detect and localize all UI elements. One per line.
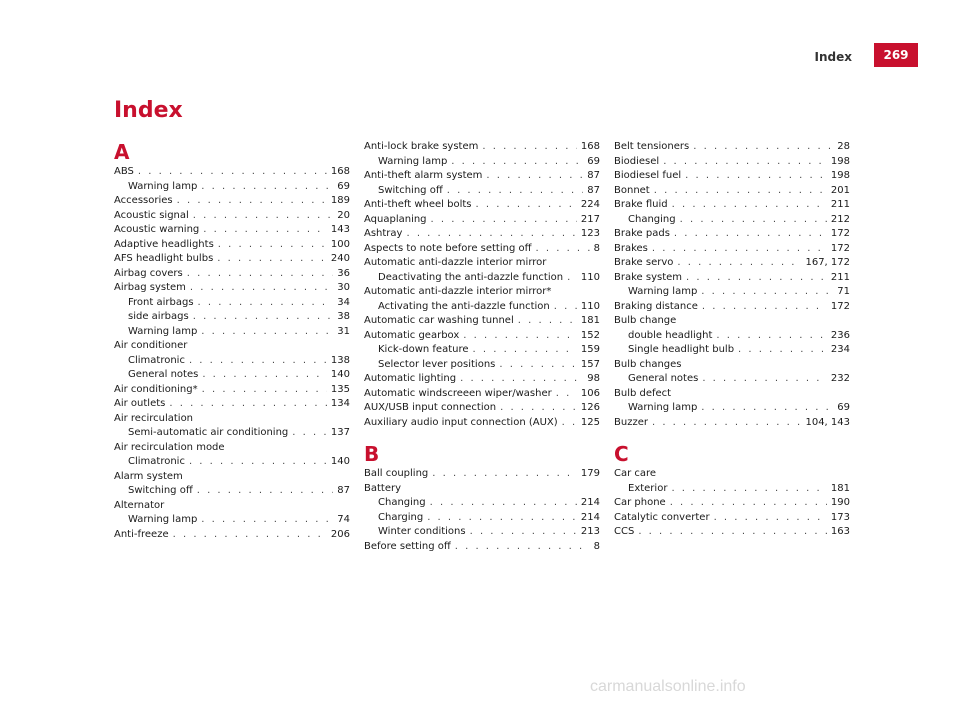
index-column-3 [614, 140, 850, 540]
running-header: Index [814, 50, 852, 64]
entry-label: General notes [128, 369, 199, 380]
index-column-2 [364, 140, 600, 554]
index-subentry [364, 271, 600, 286]
dot-leader [292, 426, 327, 441]
dot-leader [482, 140, 577, 155]
dot-leader [460, 372, 583, 387]
index-entry [114, 528, 350, 543]
dot-leader [499, 358, 577, 373]
index-heading: Air conditioner [114, 340, 188, 351]
entry-label: Front airbags [128, 296, 194, 308]
page-reference: 173 [830, 511, 850, 523]
dot-leader [430, 496, 577, 511]
index-list [364, 467, 600, 554]
dot-leader [473, 343, 577, 358]
dot-leader [202, 383, 327, 398]
dot-leader [671, 482, 826, 497]
dot-leader [562, 416, 577, 431]
index-subentry [364, 184, 600, 199]
page-reference: 38 [337, 311, 350, 322]
dot-leader [138, 165, 327, 180]
dot-leader [652, 242, 827, 257]
entry-label: Braking distance [614, 300, 698, 312]
dot-leader [201, 325, 333, 340]
index-heading: Bulb defect [614, 387, 672, 399]
page-reference: 71 [837, 286, 850, 297]
page-reference: 168 [330, 166, 350, 177]
page-reference: 104, 143 [805, 416, 850, 428]
dot-leader [738, 343, 827, 358]
entry-label: Before setting off [364, 540, 451, 552]
dot-leader [189, 455, 327, 470]
entry-label: Auxiliary audio input connection (AUX) [364, 416, 558, 428]
dot-leader [431, 213, 577, 228]
index-entry [364, 329, 600, 344]
entry-label: Adaptive headlights [114, 238, 214, 250]
page-reference: 167, 172 [805, 257, 850, 268]
entry-label: Single headlight bulb [628, 344, 735, 355]
dot-leader [447, 184, 584, 199]
index-entry [614, 525, 850, 540]
index-entry [364, 242, 600, 257]
page-reference: 214 [580, 497, 600, 508]
dot-leader [567, 271, 577, 286]
page-reference: 110 [580, 271, 600, 283]
dot-leader [201, 513, 333, 528]
dot-leader [701, 401, 833, 416]
dot-leader [189, 354, 327, 369]
index-entry [114, 383, 350, 398]
entry-label: Changing [378, 497, 426, 508]
page-reference: 213 [580, 526, 600, 537]
page-reference: 172 [830, 228, 850, 239]
dot-leader [680, 213, 827, 228]
dot-leader [201, 180, 333, 195]
index-entry [614, 300, 850, 315]
index-entry [614, 169, 850, 184]
entry-label: Airbag covers [114, 267, 183, 279]
dot-leader [455, 540, 590, 555]
dot-leader [674, 227, 827, 242]
index-entry [364, 213, 600, 228]
entry-label: side airbags [128, 311, 189, 322]
entry-label: Car phone [614, 497, 666, 508]
page-reference: 179 [580, 468, 600, 479]
dot-leader [486, 169, 583, 184]
page-reference: 211 [830, 199, 850, 210]
index-entry [614, 242, 850, 257]
entry-label: Brake pads [614, 228, 670, 239]
entry-label: Aspects to note before setting off [364, 242, 532, 254]
page-reference: 201 [830, 184, 850, 196]
entry-label: Ashtray [364, 228, 403, 239]
page-reference: 98 [587, 373, 600, 384]
index-entry [364, 467, 600, 482]
page-reference: 137 [330, 427, 350, 438]
entry-label: Warning lamp [128, 180, 198, 192]
index-entry [364, 416, 600, 431]
index-subentry [364, 155, 600, 170]
entry-label: AFS headlight bulbs [114, 253, 214, 264]
index-heading: Bulb changes [614, 358, 682, 370]
dot-leader [638, 525, 827, 540]
index-entry [364, 540, 600, 555]
entry-label: Kick-down feature [378, 344, 469, 355]
dot-leader [470, 525, 577, 540]
index-list [614, 467, 850, 540]
index-heading: Battery [364, 482, 402, 494]
index-heading: Alarm system [114, 470, 183, 482]
page-reference: 87 [337, 485, 350, 496]
index-entry [364, 198, 600, 213]
entry-label: Biodiesel fuel [614, 170, 682, 181]
entry-label: Ball coupling [364, 468, 429, 479]
entry-label: Brake fluid [614, 199, 668, 210]
dot-leader [554, 300, 577, 315]
index-heading: Automatic anti-dazzle interior mirror* [364, 286, 552, 297]
index-entry [364, 401, 600, 416]
entry-label: Air outlets [114, 398, 166, 409]
entry-label: Anti-theft alarm system [364, 170, 483, 181]
page-reference: 69 [337, 180, 350, 192]
index-heading: Bulb change [614, 315, 677, 326]
dot-leader [701, 285, 833, 300]
page-reference: 143 [330, 224, 350, 235]
index-entry [614, 271, 850, 286]
entry-label: Switching off [128, 485, 193, 496]
entry-label: Brake servo [614, 257, 674, 268]
dot-leader [451, 155, 583, 170]
page-reference: 217 [580, 213, 600, 225]
page-reference: 100 [330, 238, 350, 250]
index-entry [614, 184, 850, 199]
dot-leader [193, 209, 333, 224]
entry-label: Anti-theft wheel bolts [364, 199, 472, 210]
page-reference: 163 [830, 526, 850, 537]
entry-label: Warning lamp [628, 286, 698, 297]
page-reference: 28 [837, 141, 850, 152]
entry-label: Brakes [614, 242, 648, 254]
entry-label: Aquaplaning [364, 213, 427, 225]
page-reference: 211 [830, 271, 850, 283]
entry-label: Bonnet [614, 184, 650, 196]
entry-label: Exterior [628, 482, 668, 494]
dot-leader [670, 496, 827, 511]
index-entry [364, 227, 600, 242]
page-reference: 87 [587, 184, 600, 196]
page-reference: 206 [330, 528, 350, 540]
entry-label: Warning lamp [128, 514, 198, 525]
page-reference: 190 [830, 497, 850, 508]
index-subentry [364, 496, 600, 511]
page-reference: 69 [837, 402, 850, 413]
index-subentry [614, 401, 850, 416]
index-entry [114, 281, 350, 296]
page-reference: 159 [580, 344, 600, 355]
page-reference: 198 [830, 155, 850, 167]
index-heading: Air recirculation mode [114, 441, 225, 453]
index-entry [364, 387, 600, 402]
page-reference: 138 [330, 354, 350, 366]
page-reference: 20 [337, 209, 350, 221]
index-subentry [614, 343, 850, 358]
dot-leader [536, 242, 590, 257]
page-reference: 74 [337, 514, 350, 525]
page-reference: 172 [830, 300, 850, 312]
index-subentry [114, 296, 350, 311]
page-reference: 8 [593, 242, 600, 254]
watermark: carmanualsonline.info [590, 678, 746, 695]
index-subentry [114, 325, 350, 340]
dot-leader [203, 223, 327, 238]
index-entry [614, 256, 850, 271]
page-reference: 214 [580, 511, 600, 523]
page-reference: 240 [330, 253, 350, 264]
index-heading: Air recirculation [114, 412, 194, 424]
section-letter-a: A [114, 140, 130, 164]
index-list [114, 165, 350, 542]
entry-label: Winter conditions [378, 526, 466, 537]
entry-label: Changing [628, 213, 676, 225]
index-subentry [114, 368, 350, 383]
index-entry [114, 223, 350, 238]
entry-label: Selector lever positions [378, 358, 496, 370]
entry-label: AUX/USB input connection [364, 402, 497, 413]
index-subentry [614, 372, 850, 387]
entry-label: Switching off [378, 184, 443, 196]
page-reference: 8 [593, 540, 600, 552]
entry-label: Buzzer [614, 416, 648, 428]
entry-label: Activating the anti-dazzle function [378, 300, 550, 312]
dot-leader [702, 300, 827, 315]
index-subentry [614, 213, 850, 228]
index-entry [614, 416, 850, 431]
dot-leader [685, 169, 827, 184]
index-subentry [364, 358, 600, 373]
dot-leader [169, 397, 327, 412]
index-entry [114, 267, 350, 282]
index-subentry [114, 484, 350, 499]
entry-label: Acoustic warning [114, 224, 200, 235]
entry-label: Belt tensioners [614, 141, 690, 152]
dot-leader [556, 387, 577, 402]
page-reference: 87 [587, 170, 600, 181]
page-reference: 125 [580, 416, 600, 428]
page-reference: 181 [580, 315, 600, 326]
dot-leader [218, 238, 327, 253]
dot-leader [677, 256, 801, 271]
page-reference: 234 [830, 344, 850, 355]
index-subentry [364, 525, 600, 540]
index-entry [614, 198, 850, 213]
index-entry [364, 314, 600, 329]
index-column-1 [114, 140, 350, 542]
entry-label: Warning lamp [628, 402, 698, 413]
entry-label: double headlight [628, 329, 713, 341]
entry-label: Biodiesel [614, 155, 660, 167]
index-subentry [364, 300, 600, 315]
page-reference: 135 [330, 383, 350, 395]
index-entry [364, 169, 600, 184]
index-entry [114, 238, 350, 253]
entry-label: Semi-automatic air conditioning [128, 427, 289, 438]
dot-leader [500, 401, 577, 416]
dot-leader [663, 155, 827, 170]
dot-leader [654, 184, 827, 199]
page-reference: 140 [330, 456, 350, 467]
section-letter-b: B [364, 442, 380, 466]
page-reference: 69 [587, 155, 600, 167]
page-reference: 123 [580, 228, 600, 239]
page-reference: 106 [580, 387, 600, 399]
dot-leader [190, 281, 333, 296]
entry-label: Acoustic signal [114, 209, 189, 221]
index-entry [614, 227, 850, 242]
entry-label: Anti-freeze [114, 528, 169, 540]
page-reference: 140 [330, 369, 350, 380]
index-subentry [114, 310, 350, 325]
entry-label: Anti-lock brake system [364, 141, 479, 152]
section-letter-c: C [614, 442, 629, 466]
entry-label: CCS [614, 526, 635, 537]
index-entry [364, 140, 600, 155]
entry-label: General notes [628, 373, 699, 384]
page-reference: 157 [580, 358, 600, 370]
entry-label: Warning lamp [128, 325, 198, 337]
page-reference: 224 [580, 199, 600, 210]
entry-label: Airbag system [114, 282, 186, 293]
index-heading: Alternator [114, 499, 165, 511]
page-reference: 110 [580, 300, 600, 312]
page-reference: 152 [580, 329, 600, 341]
dot-leader [198, 296, 334, 311]
entry-label: ABS [114, 166, 134, 177]
index-entry [614, 496, 850, 511]
entry-label: Charging [378, 511, 424, 523]
page-title: Index [114, 98, 183, 123]
index-entry [114, 252, 350, 267]
index-entry [614, 155, 850, 170]
dot-leader [463, 329, 577, 344]
dot-leader [518, 314, 577, 329]
index-subentry [114, 513, 350, 528]
dot-leader [672, 198, 827, 213]
index-entry [114, 194, 350, 209]
dot-leader [686, 271, 827, 286]
page-reference: 198 [830, 170, 850, 181]
page-reference: 36 [337, 267, 350, 279]
entry-label: Automatic windscreeen wiper/washer [364, 387, 552, 399]
index-subentry [114, 180, 350, 195]
entry-label: Accessories [114, 195, 173, 206]
dot-leader [177, 194, 327, 209]
index-list [614, 140, 850, 430]
index-subentry [364, 511, 600, 526]
index-entry [114, 209, 350, 224]
index-subentry [614, 482, 850, 497]
dot-leader [693, 140, 833, 155]
dot-leader [197, 484, 334, 499]
page-reference: 189 [330, 195, 350, 206]
page-reference: 134 [330, 398, 350, 409]
dot-leader [193, 310, 334, 325]
entry-label: Automatic lighting [364, 373, 457, 384]
dot-leader [427, 511, 577, 526]
index-subentry [614, 285, 850, 300]
entry-label: Automatic car washing tunnel [364, 315, 514, 326]
entry-label: Air conditioning* [114, 383, 198, 395]
index-subentry [364, 343, 600, 358]
index-entry [364, 372, 600, 387]
entry-label: Climatronic [128, 456, 185, 467]
page-reference: 126 [580, 402, 600, 413]
index-entry [114, 397, 350, 412]
dot-leader [702, 372, 827, 387]
dot-leader [217, 252, 327, 267]
page-reference: 30 [337, 282, 350, 293]
index-subentry [614, 329, 850, 344]
dot-leader [476, 198, 577, 213]
dot-leader [652, 416, 802, 431]
index-subentry [114, 354, 350, 369]
dot-leader [716, 329, 827, 344]
index-subentry [114, 455, 350, 470]
dot-leader [202, 368, 327, 383]
entry-label: Climatronic [128, 354, 185, 366]
page-reference: 34 [337, 296, 350, 308]
dot-leader [714, 511, 827, 526]
page-reference: 168 [580, 141, 600, 152]
index-heading: Car care [614, 468, 657, 479]
index-subentry [114, 426, 350, 441]
index-heading: Automatic anti-dazzle interior mirror [364, 257, 547, 268]
index-list [364, 140, 600, 430]
page-reference: 181 [830, 482, 850, 494]
index-entry [614, 511, 850, 526]
page-reference: 212 [830, 213, 850, 225]
page-reference: 232 [830, 373, 850, 384]
dot-leader [173, 528, 327, 543]
entry-label: Catalytic converter [614, 511, 710, 523]
entry-label: Automatic gearbox [364, 329, 460, 341]
entry-label: Brake system [614, 271, 683, 283]
page-reference: 31 [337, 325, 350, 337]
page-number-badge: 269 [874, 43, 918, 67]
entry-label: Deactivating the anti-dazzle function [378, 271, 564, 283]
entry-label: Warning lamp [378, 155, 448, 167]
page-reference: 172 [830, 242, 850, 254]
page-reference: 236 [830, 329, 850, 341]
dot-leader [406, 227, 576, 242]
index-entry [114, 165, 350, 180]
index-entry [614, 140, 850, 155]
dot-leader [432, 467, 577, 482]
dot-leader [187, 267, 334, 282]
